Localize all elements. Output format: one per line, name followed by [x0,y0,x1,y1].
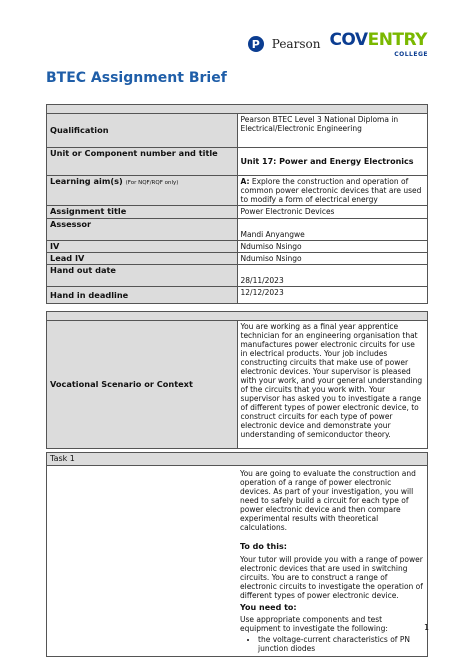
page-title: BTEC Assignment Brief [46,70,227,86]
row-handout [47,265,428,287]
handin-label: Hand in deadline [47,287,238,304]
qualification-value: Pearson BTEC Level 3 National Diploma in Electrical/Electronic Engineering [237,114,428,148]
iv-label: IV [47,241,238,253]
handout-value: 28/11/2023 [237,265,428,287]
aims-prefix: A: [240,177,250,186]
row-task-body [47,466,428,657]
coventry-logo-college: COLLEGE [394,51,428,58]
todo-heading: To do this: [240,542,287,551]
brief-table [46,104,428,304]
row-qualification [47,114,428,148]
task-heading: Task 1 [47,453,428,466]
scenario-table [46,311,428,449]
row-aims [47,176,428,206]
scenario-text: You are working as a final year apprentice technician for an engineering organisation that manufactures power electronic circuits for use in electrical products. Your job includes constructing circuits that make use of power electronic devices. Your supervisor is pleased with your work, and your general understanding of the circuits that you work with. Your supervisor has asked you to investigate a range of different types of power electronic device, to construct circuits for each type of power electronic device and demonstrate your understanding of semiconductor theory. [237,321,428,449]
assessor-label: Assessor [47,219,238,241]
coventry-logo-part1: COV [329,30,368,50]
row-iv [47,241,428,253]
task-body [237,466,428,657]
row-assessor [47,219,428,241]
row-unit [47,148,428,176]
lead-iv-label: Lead IV [47,253,238,265]
handin-value: 12/12/2023 [237,287,428,304]
assignment-value: Power Electronic Devices [237,206,428,219]
todo-text: Your tutor will provide you with a range of power electronic devices that are used in switching circuits. You are to construct a range of electronic circuits to investigate the operation of different types of power electronic device. [240,555,423,600]
pearson-logo-text: Pearson [271,37,321,51]
row-lead-iv [47,253,428,265]
header-logos [248,30,428,58]
row-handin [47,287,428,304]
aims-label: Learning aim(s) [50,176,123,186]
aims-label-cell [47,176,238,206]
assignment-label: Assignment title [47,206,238,219]
list-item: • the voltage-current characteristics of PN junction diodes [258,635,424,653]
requirements-list [250,635,424,653]
iv-value: Ndumiso Nsingo [237,241,428,253]
aims-value: Explore the construction and operation of common power electronic devices that are used to modify a form of electrical energy [240,177,422,204]
need-heading: You need to: [240,603,297,612]
lead-iv-value: Ndumiso Nsingo [237,253,428,265]
unit-label: Unit or Component number and title [47,148,238,176]
handout-label: Hand out date [47,265,238,287]
task-intro: You are going to evaluate the construction and operation of a range of power electronic devices. As part of your investigation, you will need to safely build a circuit for each type of power electronic device and then compare experimental results with theoretical calculations. [240,469,416,532]
row-scenario [47,321,428,449]
need-text: Use appropriate components and test equipment to investigate the following: [240,615,388,633]
page-number: 1 [424,623,430,632]
task-table [46,452,428,657]
aims-note: (For NQF/RQF only) [125,180,179,186]
pearson-logo-icon: P [248,36,264,52]
assessor-value: Mandi Anyangwe [237,219,428,241]
qualification-label: Qualification [47,114,238,148]
coventry-logo-part2: ENTRY [367,30,427,50]
coventry-college-logo [328,30,428,58]
scenario-label: Vocational Scenario or Context [47,321,238,449]
aims-value-cell [237,176,428,206]
unit-value: Unit 17: Power and Energy Electronics [237,148,428,176]
row-assignment [47,206,428,219]
